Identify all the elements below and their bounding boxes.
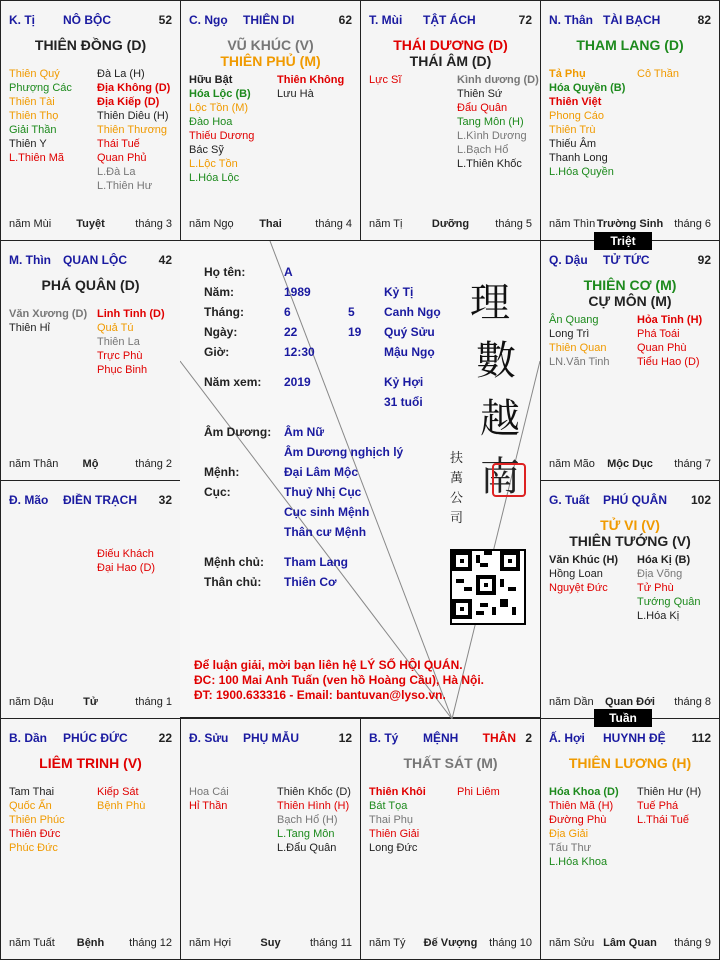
value-thang: 6: [284, 305, 291, 319]
star-item: Thiên Thương: [97, 124, 168, 136]
main-star: PHÁ QUÂN (D): [41, 277, 140, 293]
palace-year: năm Thân: [9, 458, 59, 470]
minor-stars-left: [549, 67, 625, 179]
star-item: Cô Thần: [637, 68, 679, 80]
label-cuc: Cục:: [204, 485, 231, 499]
value-thang-al: 5: [348, 305, 355, 319]
palace-month: tháng 1: [135, 696, 172, 708]
minor-stars-left: [549, 785, 619, 869]
star-item: Thiên Quan: [549, 342, 607, 354]
palace-tu-tuc: [540, 240, 720, 481]
star-item: Thiên Tài: [9, 96, 55, 108]
star-item: Hóa Kị (B): [637, 554, 691, 566]
star-item: Địa Võng: [637, 568, 683, 580]
seal-char-1: 理: [470, 280, 510, 326]
palace-year: năm Mùi: [9, 218, 52, 230]
main-star: THẤT SÁT (M): [403, 755, 498, 771]
minor-stars-left: [189, 73, 254, 185]
palace-number: 82: [697, 13, 711, 27]
palace-branch: B. Dần: [9, 731, 48, 745]
star-item: Phượng Các: [9, 82, 72, 94]
star-item: Phi Liêm: [457, 786, 500, 798]
value-than-chu: Thiên Cơ: [284, 575, 337, 589]
star-item: Đường Phù: [549, 814, 607, 826]
palace-name: THIÊN DI: [243, 13, 295, 27]
star-item: Thiên Trù: [549, 124, 596, 136]
value-gio: 12:30: [284, 345, 315, 359]
star-item: L.Thiên Khốc: [457, 158, 522, 170]
palace-branch: Q. Dậu: [549, 253, 588, 267]
value-cuc: Thuỷ Nhị Cục: [284, 485, 362, 499]
star-item: Hóa Lộc (B): [189, 88, 251, 100]
minor-stars-right: [97, 785, 145, 813]
star-item: Phúc Đức: [9, 842, 58, 854]
star-item: Quan Phủ: [97, 152, 147, 164]
palace-footer: [9, 218, 172, 232]
star-item: Long Trì: [549, 328, 590, 340]
star-item: Thiên Khốc (D): [277, 786, 351, 798]
star-item: Thiên Quý: [9, 68, 60, 80]
star-item: Địa Không (D): [97, 82, 171, 94]
main-star: THAM LANG (D): [576, 37, 684, 53]
main-star: THIÊN CƠ (M): [583, 277, 677, 293]
callout-line-1: Để luận giải, mời bạn liên hệ LÝ SỐ HỘI QUÁN.: [194, 658, 463, 672]
star-item: Văn Khúc (H): [549, 554, 619, 566]
label-than-chu: Thân chủ:: [204, 575, 262, 589]
star-item: Thiên Thọ: [9, 110, 59, 122]
palace-branch: Đ. Sửu: [189, 731, 229, 745]
palace-footer: [549, 696, 711, 710]
palace-name: QUAN LỘC: [63, 253, 127, 267]
callout-line-2: ĐC: 100 Mai Anh Tuấn (ven hồ Hoàng Cầu), Hà Nội.: [194, 673, 485, 687]
palace-month: tháng 6: [674, 218, 711, 230]
star-item: Hỉ Thần: [189, 800, 228, 812]
value-tuoi: 31 tuổi: [384, 395, 423, 409]
palace-stage: Quan Đới: [605, 696, 655, 708]
palace-number: 32: [158, 493, 172, 507]
value-ngay-can: Quý Sửu: [384, 325, 435, 339]
tuan-tag: Tuần: [594, 709, 652, 727]
palace-number: 92: [697, 253, 711, 267]
star-item: Thái Tuế: [97, 138, 140, 150]
star-item: Thiên Sứ: [457, 88, 503, 100]
star-item: Đẩu Quân: [457, 102, 508, 114]
star-item: Bạch Hổ (H): [277, 814, 338, 826]
star-item: Hồng Loan: [549, 568, 603, 580]
minor-stars-left: [549, 553, 618, 595]
palace-branch: C. Ngọ: [189, 13, 228, 27]
palace-footer: [549, 937, 711, 951]
palace-number: 102: [690, 493, 711, 507]
palace-stage: Mộ: [82, 458, 99, 470]
star-item: Phá Toái: [637, 328, 680, 340]
palace-footer: [549, 458, 711, 472]
palace-footer: [9, 696, 172, 710]
palace-stage: Thai: [259, 218, 282, 230]
palace-name: PHÚC ĐỨC: [63, 731, 128, 745]
minor-stars-right: [97, 307, 165, 377]
main-star: THIÊN LƯƠNG (H): [568, 755, 692, 771]
star-item: Tướng Quân: [637, 596, 701, 608]
minor-stars-right: [637, 313, 702, 369]
star-item: L.Thái Tuế: [637, 814, 689, 826]
red-stamp-icon: [492, 463, 526, 497]
palace-branch: Đ. Mão: [9, 493, 49, 507]
main-star: THÁI ÂM (D): [409, 53, 492, 69]
main-star: TỬ VI (V): [600, 517, 660, 533]
main-star: THIÊN PHỦ (M): [220, 53, 321, 69]
palace-header: [9, 493, 172, 509]
star-item: Thiếu Dương: [189, 130, 255, 142]
palace-month: tháng 2: [135, 458, 172, 470]
minor-stars-right: [97, 67, 170, 193]
palace-stage: Đế Vượng: [423, 937, 478, 949]
palace-year: năm Dần: [549, 696, 594, 708]
palace-year: năm Tuất: [9, 937, 55, 949]
star-item: Tiểu Hao (D): [637, 356, 700, 368]
star-item: Đại Hao (D): [97, 562, 156, 574]
star-item: Tử Phù: [637, 582, 674, 594]
palace-month: tháng 7: [674, 458, 711, 470]
palace-stage: Trường Sinh: [596, 218, 664, 230]
label-ho-ten: Họ tên:: [204, 265, 246, 279]
star-item: Thiên Hư (H): [637, 786, 702, 798]
star-item: Giải Thần: [9, 124, 57, 136]
palace-branch: Ấ. Hợi: [549, 731, 585, 745]
minor-stars-left: [369, 785, 426, 855]
value-nam-xem: 2019: [284, 375, 311, 389]
palace-number: 22: [158, 731, 172, 745]
palace-month: tháng 11: [309, 937, 352, 949]
star-item: L.Kình Dương: [457, 130, 527, 142]
palace-header: [549, 493, 711, 509]
palace-phu-quan: [540, 480, 720, 719]
palace-branch: B. Tý: [369, 731, 399, 745]
star-item: Tấu Thư: [549, 842, 592, 854]
star-item: L.Đà La: [97, 166, 136, 178]
star-item: Kình dương (D): [457, 74, 539, 86]
star-item: Thiên Hình (H): [277, 800, 350, 812]
star-item: Lưu Hà: [277, 88, 314, 100]
main-star: THIÊN ĐỒNG (D): [34, 37, 147, 53]
palace-month: tháng 8: [674, 696, 711, 708]
minor-stars-right: [637, 67, 679, 81]
palace-header: [9, 731, 172, 747]
palace-name: PHÚ QUÂN: [603, 493, 668, 507]
minor-stars-right: [97, 547, 155, 575]
label-ngay: Ngày:: [204, 325, 238, 339]
star-item: Bác Sỹ: [189, 144, 224, 156]
palace-header: [369, 731, 532, 747]
palace-number: 72: [518, 13, 532, 27]
star-item: Thiên Việt: [549, 96, 602, 108]
palace-footer: [369, 937, 532, 951]
minor-stars-right: [457, 73, 539, 171]
value-nam-can: Kỷ Tị: [384, 285, 414, 299]
star-item: L.Lộc Tồn: [189, 158, 238, 170]
contact-callout: [194, 658, 484, 703]
palace-month: tháng 12: [129, 937, 172, 949]
star-item: LN.Văn Tinh: [549, 356, 610, 368]
palace-no-boc: [0, 0, 181, 241]
palace-stage: Tuyệt: [76, 218, 105, 230]
callout-line-3[interactable]: ĐT: 1900.633316 - Email: bantuvan@lyso.vn.: [194, 688, 446, 702]
minor-stars-right: [637, 553, 701, 623]
seal-char-2: 數: [476, 338, 516, 384]
star-item: Lực Sĩ: [369, 74, 402, 86]
minor-stars-left: [369, 73, 401, 87]
star-item: Trực Phù: [97, 350, 143, 362]
label-menh: Mệnh:: [204, 465, 240, 479]
palace-year: năm Ngọ: [189, 218, 234, 230]
star-item: L.Bạch Hổ: [457, 144, 509, 156]
palace-header: [549, 253, 711, 269]
palace-stage: Lâm Quan: [603, 937, 657, 949]
palace-year: năm Tý: [369, 937, 406, 949]
qr-code-icon[interactable]: [450, 549, 526, 625]
palace-footer: [549, 218, 711, 232]
palace-number: 2: [525, 731, 532, 745]
palace-month: tháng 3: [135, 218, 172, 230]
value-cuc-3: Thân cư Mệnh: [284, 525, 367, 539]
value-menh: Đại Lâm Mộc: [284, 465, 359, 479]
palace-header: [189, 13, 352, 29]
star-item: Linh Tinh (D): [97, 308, 165, 320]
palace-branch: G. Tuất: [549, 493, 590, 507]
seal-char-4: 南: [480, 454, 520, 500]
star-item: Thiên La: [97, 336, 140, 348]
palace-branch: T. Mùi: [369, 13, 403, 27]
value-ngay: 22: [284, 325, 298, 339]
star-item: Địa Giải: [549, 828, 589, 840]
palace-tai-bach: [540, 0, 720, 241]
minor-stars-left: [189, 785, 229, 813]
star-item: Thiên Không: [277, 74, 345, 86]
label-gio: Giờ:: [204, 345, 230, 359]
palace-month: tháng 10: [489, 937, 532, 949]
seal-vertical-text: 扶 萬 公 司: [450, 451, 464, 526]
star-item: Đà La (H): [97, 68, 145, 80]
star-item: Hoa Cái: [189, 786, 229, 798]
palace-number: 62: [338, 13, 352, 27]
palace-thien-di: [180, 0, 361, 241]
label-am-duong: Âm Dương:: [204, 425, 272, 439]
palace-name: TÀI BẠCH: [603, 13, 661, 27]
palace-number: 42: [158, 253, 172, 267]
palace-name: MỆNH: [423, 731, 459, 745]
main-star: LIÊM TRINH (V): [39, 755, 142, 771]
value-nam: 1989: [284, 285, 311, 299]
palace-number: 52: [158, 13, 172, 27]
star-item: Quan Phù: [637, 342, 687, 354]
palace-header: [549, 13, 711, 29]
palace-header: [9, 13, 172, 29]
palace-number: 12: [338, 731, 352, 745]
star-item: L.Hóa Lộc: [189, 172, 240, 184]
palace-header: [549, 731, 711, 747]
star-item: Phục Binh: [97, 364, 148, 376]
minor-stars-right: [457, 785, 500, 799]
minor-stars-left: [9, 67, 72, 165]
star-item: Quốc Ấn: [9, 800, 52, 812]
triet-tag: Triệt: [594, 232, 652, 250]
value-nam-xem-can: Kỷ Hợi: [384, 375, 424, 389]
star-item: L.Đẩu Quân: [277, 842, 337, 854]
palace-year: năm Thìn: [549, 218, 596, 230]
palace-huynh-de: [540, 718, 720, 960]
palace-branch: N. Thân: [549, 13, 593, 27]
palace-branch: M. Thìn: [9, 253, 51, 267]
star-item: L.Thiên Hư: [97, 180, 153, 192]
star-item: L.Thiên Mã: [9, 152, 65, 164]
palace-year: năm Dậu: [9, 696, 54, 708]
star-item: Kiếp Sát: [97, 786, 139, 798]
seal-char-3: 越: [480, 396, 520, 442]
minor-stars-left: [549, 313, 610, 369]
palace-stage: Tử: [83, 696, 98, 708]
palace-number: 112: [691, 731, 711, 745]
minor-stars-right: [277, 785, 351, 855]
star-item: Văn Xương (D): [9, 308, 88, 320]
palace-stage: Dưỡng: [431, 218, 470, 230]
star-item: Thiên Mã (H): [549, 800, 614, 812]
palace-footer: [369, 218, 532, 232]
palace-branch: K. Tị: [9, 13, 35, 27]
star-item: Bát Tọa: [369, 800, 408, 812]
star-item: Hóa Quyền (B): [549, 82, 626, 94]
palace-footer: [9, 458, 172, 472]
star-item: Thiên Phúc: [9, 814, 65, 826]
palace-name: PHỤ MẪU: [243, 731, 299, 745]
star-item: Bệnh Phù: [97, 800, 146, 812]
value-am-duong-2: Âm Dương nghịch lý: [284, 445, 404, 459]
palace-footer: [189, 937, 352, 951]
main-star: THIÊN TƯỚNG (V): [569, 533, 691, 549]
star-item: Thiên Diêu (H): [97, 110, 169, 122]
star-item: L.Tang Môn: [277, 828, 335, 840]
star-item: Thiên Hỉ: [9, 322, 50, 334]
star-item: Hỏa Tinh (H): [637, 314, 703, 326]
palace-footer: [189, 218, 352, 232]
star-item: Địa Kiếp (D): [97, 96, 160, 108]
minor-stars-left: [9, 307, 87, 335]
palace-stage: Mộc Dục: [607, 458, 653, 470]
value-am-duong: Âm Nữ: [284, 425, 325, 439]
star-item: Hữu Bật: [189, 74, 233, 86]
main-star: CỰ MÔN (M): [588, 293, 672, 309]
star-item: Thiếu Âm: [549, 138, 597, 150]
star-item: Thai Phụ: [369, 814, 414, 826]
palace-footer: [9, 937, 172, 951]
star-item: Đào Hoa: [189, 116, 233, 128]
star-item: Thiên Khôi: [369, 786, 426, 798]
palace-tat-ach: [360, 0, 541, 241]
star-item: Long Đức: [369, 842, 418, 854]
value-menh-chu: Tham Lang: [284, 555, 349, 569]
star-item: L.Hóa Kị: [637, 610, 680, 622]
palace-month: tháng 4: [315, 218, 352, 230]
than-label: THÂN: [482, 731, 516, 745]
palace-phu-mau: [180, 718, 361, 960]
palace-phuc-duc: [0, 718, 181, 960]
label-menh-chu: Mệnh chủ:: [204, 555, 264, 569]
star-item: Điếu Khách: [97, 548, 154, 560]
palace-name: NÔ BỘC: [63, 13, 111, 27]
palace-header: [369, 13, 532, 29]
value-ho-ten: A: [284, 265, 293, 279]
palace-name: HUYNH ĐỆ: [603, 731, 666, 745]
palace-stage: Suy: [260, 937, 281, 949]
star-item: Lộc Tồn (M): [189, 102, 249, 114]
star-item: Tam Thai: [9, 786, 55, 798]
minor-stars-right: [637, 785, 701, 827]
star-item: Thanh Long: [549, 152, 608, 164]
star-item: Quả Tú: [97, 322, 134, 334]
value-gio-can: Mậu Ngọ: [384, 345, 435, 359]
palace-year: năm Mão: [549, 458, 595, 470]
star-item: Thiên Giải: [369, 828, 420, 840]
star-item: Ân Quang: [549, 314, 599, 326]
palace-name: ĐIỀN TRẠCH: [63, 493, 137, 507]
star-item: Phong Cáo: [549, 110, 605, 122]
label-nam-xem: Năm xem:: [204, 375, 262, 389]
label-thang: Tháng:: [204, 305, 244, 319]
palace-quan-loc: [0, 240, 181, 481]
minor-stars-left: [9, 785, 65, 855]
palace-stage: Bệnh: [76, 937, 105, 949]
palace-year: năm Sửu: [549, 937, 595, 949]
value-ngay-al: 19: [348, 325, 362, 339]
main-star: VŨ KHÚC (V): [227, 37, 314, 53]
palace-name: TẬT ÁCH: [423, 13, 476, 27]
star-item: Thiên Y: [9, 138, 47, 150]
palace-header: [9, 253, 172, 269]
star-item: Tang Môn (H): [457, 116, 524, 128]
palace-year: năm Tị: [369, 218, 403, 230]
star-item: Tả Phụ: [549, 68, 586, 80]
star-item: Thiên Đức: [9, 828, 61, 840]
label-nam: Năm:: [204, 285, 235, 299]
center-info-panel: [180, 240, 540, 718]
palace-year: năm Hợi: [189, 937, 232, 949]
palace-dien-trach: [0, 480, 181, 719]
value-cuc-2: Cục sinh Mệnh: [284, 505, 370, 519]
palace-month: tháng 5: [495, 218, 532, 230]
star-item: Nguyệt Đức: [549, 582, 608, 594]
star-item: Hóa Khoa (D): [549, 786, 619, 798]
palace-month: tháng 9: [674, 937, 711, 949]
palace-name: TỬ TỨC: [603, 253, 650, 267]
star-item: Tuế Phá: [637, 800, 679, 812]
palace-menh: [360, 718, 541, 960]
main-star: THÁI DƯƠNG (D): [393, 37, 508, 53]
star-item: L.Hóa Quyền: [549, 166, 614, 178]
star-item: L.Hóa Khoa: [549, 856, 608, 868]
minor-stars-right: [277, 73, 344, 101]
palace-header: [189, 731, 352, 747]
value-thang-can: Canh Ngọ: [384, 305, 441, 319]
